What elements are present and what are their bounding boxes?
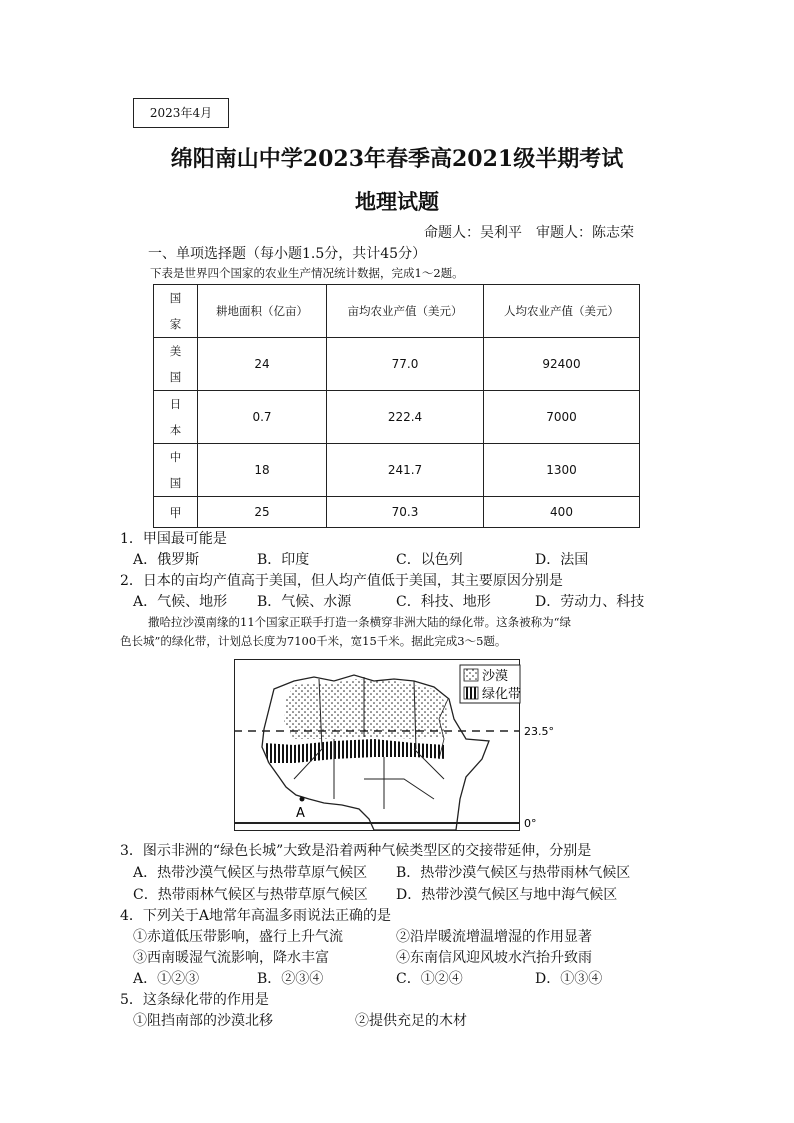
cell-per-mu: 241.7: [327, 444, 484, 497]
point-a-marker: [300, 797, 305, 802]
q3-option-d: D．热带沙漠气候区与地中海气候区: [396, 887, 618, 903]
cell-per-capita: 7000: [484, 391, 640, 444]
q4-statement-2: ②沿岸暖流增温增湿的作用显著: [396, 929, 592, 945]
q4-option-b: B．②③④: [257, 971, 324, 987]
cell-area: 18: [198, 444, 327, 497]
q1-option-b: B．印度: [257, 552, 310, 568]
q3-stem: 3．图示非洲的“绿色长城”大致是沿着两种气候类型区的交接带延伸，分别是: [120, 843, 592, 859]
q2-stem: 2．日本的亩均产值高于美国，但人均产值低于美国，其主要原因分别是: [120, 573, 563, 589]
row-country-char: 中: [169, 450, 182, 464]
legend-belt-label: 绿化带: [482, 687, 522, 702]
q4-option-c: C．①②④: [396, 971, 463, 987]
cell-area: 0.7: [198, 391, 327, 444]
table-row: [154, 497, 640, 528]
tropic-label: 23.5°: [524, 725, 554, 738]
header-per-mu: 亩均农业产值（美元）: [327, 285, 484, 338]
q2-option-c: C．科技、地形: [396, 594, 491, 610]
cell-per-mu: 222.4: [327, 391, 484, 444]
africa-map-svg: [234, 659, 554, 831]
legend-desert-swatch: [464, 669, 478, 681]
q4-statement-3: ③西南暖湿气流影响，降水丰富: [133, 950, 329, 966]
map-intro-line1: 撒哈拉沙漠南缘的11个国家正联手打造一条横穿非洲大陆的绿化带。这条被称为“绿: [148, 615, 572, 629]
q4-option-d: D．①③④: [535, 971, 603, 987]
q1-option-d: D．法国: [535, 552, 589, 568]
legend-belt-swatch: [464, 687, 478, 699]
q1-stem: 1．甲国最可能是: [120, 531, 227, 547]
header-country: [154, 285, 198, 338]
q3-option-a: A．热带沙漠气候区与热带草原气候区: [133, 865, 368, 881]
q4-option-a: A．①②③: [133, 971, 200, 987]
header-country-char-1: 国: [169, 291, 182, 305]
table-row: [154, 444, 640, 497]
q1-option-c: C．以色列: [396, 552, 463, 568]
row-country-char: 国: [169, 370, 182, 384]
cell-per-capita: 400: [484, 497, 640, 528]
table-row: [154, 338, 640, 391]
cell-area: 25: [198, 497, 327, 528]
cell-area: 24: [198, 338, 327, 391]
q5-statement-1: ①阻挡南部的沙漠北移: [133, 1013, 273, 1029]
row-country-char: 美: [169, 344, 182, 358]
row-country: [154, 338, 198, 391]
q5-statement-2: ②提供充足的木材: [355, 1013, 467, 1029]
q5-stem: 5．这条绿化带的作用是: [120, 992, 269, 1008]
exam-subtitle: 地理试题: [355, 189, 439, 214]
cell-per-mu: 77.0: [327, 338, 484, 391]
africa-map: [234, 659, 554, 831]
row-country-char: 本: [169, 423, 182, 437]
equator-label: 0°: [524, 817, 537, 830]
date-box: 2023年4月: [133, 98, 229, 128]
q1-option-a: A．俄罗斯: [133, 552, 200, 568]
row-country: [154, 391, 198, 444]
q2-option-a: A．气候、地形: [133, 594, 228, 610]
q4-statement-1: ①赤道低压带影响，盛行上升气流: [133, 929, 343, 945]
q3-option-c: C．热带雨林气候区与热带草原气候区: [133, 887, 368, 903]
exam-title: 绵阳南山中学2023年春季高2021级半期考试: [170, 146, 624, 172]
q4-statement-4: ④东南信风迎风坡水汽抬升致雨: [396, 950, 592, 966]
stats-table: [153, 284, 640, 528]
table-row: [154, 391, 640, 444]
q4-stem: 4．下列关于A地常年高温多雨说法正确的是: [120, 908, 392, 924]
desert-area: [284, 679, 448, 739]
section-heading: 一、单项选择题（每小题1.5分，共计45分）: [148, 246, 427, 262]
row-country-char: 国: [169, 476, 182, 490]
authors-line: 命题人：吴利平 审题人：陈志荣: [424, 225, 634, 241]
map-intro-line2: 色长城”的绿化带，计划总长度为7100千米，宽15千米。据此完成3～5题。: [120, 634, 507, 648]
row-country: 甲: [154, 497, 198, 528]
q2-option-b: B．气候、水源: [257, 594, 352, 610]
row-country-char: 日: [169, 397, 182, 411]
q2-option-d: D．劳动力、科技: [535, 594, 645, 610]
header-country-char-2: 家: [169, 317, 182, 331]
cell-per-mu: 70.3: [327, 497, 484, 528]
table-header-row: [154, 285, 640, 338]
row-country: [154, 444, 198, 497]
cell-per-capita: 92400: [484, 338, 640, 391]
legend-desert-label: 沙漠: [482, 669, 509, 684]
point-a-label: A: [296, 806, 305, 821]
header-area: 耕地面积（亿亩）: [198, 285, 327, 338]
header-per-capita: 人均农业产值（美元）: [484, 285, 640, 338]
table-intro: 下表是世界四个国家的农业生产情况统计数据，完成1～2题。: [150, 266, 464, 280]
q3-option-b: B．热带沙漠气候区与热带雨林气候区: [396, 865, 631, 881]
cell-per-capita: 1300: [484, 444, 640, 497]
